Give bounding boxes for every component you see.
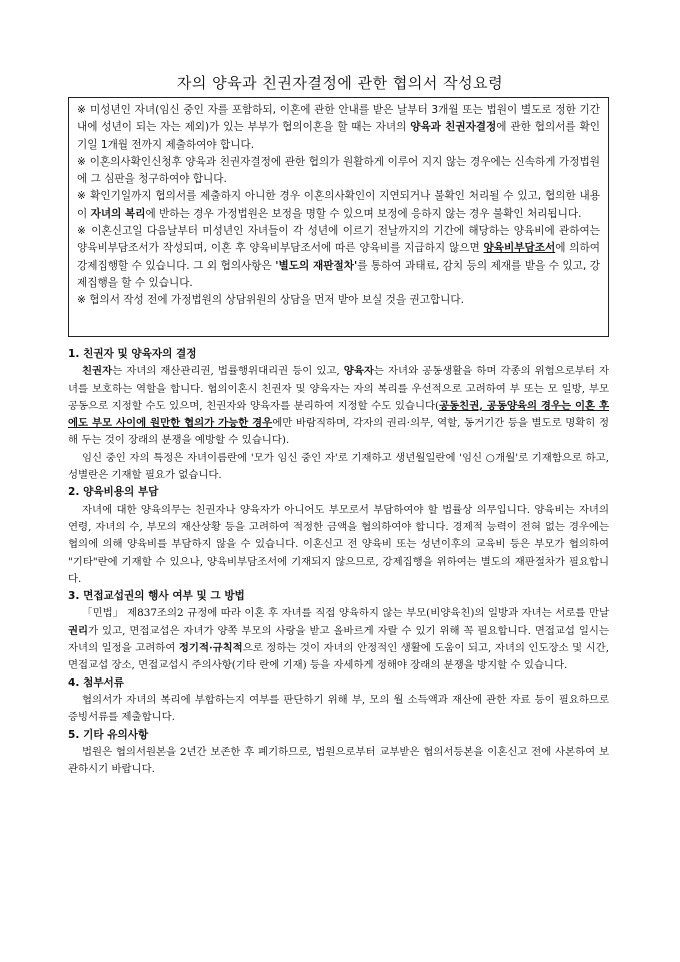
section-heading-3: 3. 면접교섭권의 행사 여부 및 그 방법 <box>68 590 245 603</box>
notice-item-2: ※ 이혼의사확인신청후 양육과 친권자결정에 관한 협의가 원활하게 이루어 지지 않는 경우에는 신속하게 가정법원에 그 심판을 청구하여야 합니다. <box>77 155 600 186</box>
guide-body <box>68 346 609 778</box>
notice-box <box>68 97 609 337</box>
notice-item-5: ※ 협의서 작성 전에 가정법원의 상담위원의 상담을 먼저 받아 보실 것을 권고합니다. <box>77 294 464 307</box>
section-3-paragraph-1: 「민법」 제837조의2 규정에 따라 이혼 후 자녀를 직접 양육하지 않는 부모(비양육친)의 일방과 자녀는 서로를 만날 권리가 있고, 면접교섭은 자녀가 양쪽 부모의 사랑을 받고 올바르게 자랄 수 있기 위해 꼭 필요합니다. 면접교섭 일시는 자녀의 일정을 고려하여 정기적·규칙적으로 정하는 것이 자녀의 안정적인 생활에 도움이 되고, 자녀의 인도장소 및 시간, 면접교섭 장소, 면접교섭시 주의사항(기타 란에 기재) 등을 자세하게 정해야 장래의 분쟁을 방지할 수 있습니다. <box>68 607 609 672</box>
notice-item-1: ※ 미성년인 자녀(임신 중인 자를 포함하되, 이혼에 관한 안내를 받은 날부터 3개월 또는 법원이 별도로 정한 기간 내에 성년이 되는 자는 제외)가 있는 부부가 협의이혼을 할 때는 자녀의 양육과 친권자결정에 관한 협의서를 확인기일 1개월 전까지 제출하여야 합니다. <box>77 104 600 151</box>
section-heading-2: 2. 양육비용의 부담 <box>68 486 159 499</box>
notice-item-3: ※ 확인기일까지 협의서를 제출하지 아니한 경우 이혼의사확인이 지연되거나 불확인 처리될 수 있고, 협의한 내용이 자녀의 복리에 반하는 경우 가정법원은 보정을 명할 수 있으며 보정에 응하지 않는 경우 불확인 처리됩니다. <box>77 190 600 220</box>
document-title: 자의 양육과 친권자결정에 관한 협의서 작성요령 <box>176 74 504 92</box>
section-5-paragraph-1: 법원은 협의서원본을 2년간 보존한 후 폐기하므로, 법원으로부터 교부받은 협의서등본을 이혼신고 전에 사본하여 보관하시기 바랍니다. <box>68 745 609 776</box>
section-1-paragraph-1: 친권자는 자녀의 재산관리권, 법률행위대리권 등이 있고, 양육자는 자녀와 공동생활을 하며 각종의 위험으로부터 자녀를 보호하는 역할을 합니다. 협의이혼시 친권자 및 양육자는 자의 복리를 우선적으로 고려하여 부 또는 모 일방, 부모 공동으로 지정할 수도 있으며, 친권자와 양육자를 분리하여 지정할 수도 있습니다(공동친권, 공동양육의 경우는 이혼 후에도 부모 사이에 원만한 협의가 가능한 경우에만 바람직하며, 각자의 권리·의무, 역할, 동거기간 등을 별도로 명확히 정해 두는 것이 장래의 분쟁을 예방할 수 있습니다). <box>68 365 609 447</box>
section-heading-5: 5. 기타 유의사항 <box>68 728 149 741</box>
section-4-paragraph-1: 협의서가 자녀의 복리에 부합하는지 여부를 판단하기 위해 부, 모의 월 소득액과 재산에 관한 자료 등이 필요하므로 증빙서류를 제출합니다. <box>68 693 609 724</box>
notice-item-4: ※ 이혼신고일 다음날부터 미성년인 자녀들이 각 성년에 이르기 전날까지의 기간에 해당하는 양육비에 관하여는 양육비부담조서가 작성되며, 이혼 후 양육비부담조서에 따른 양육비를 지급하지 않으면 양육비부담조서에 의하여 강제집행할 수 있습니다. 그 외 협의사항은 '별도의 재판절차'를 통하여 과태료, 감치 등의 제재를 받을 수 있고, 강제집행을 할 수 있습니다. <box>77 225 600 289</box>
section-2-paragraph-1: 자녀에 대한 양육의무는 친권자나 양육자가 아니어도 부모로서 부담하여야 할 법률상 의무입니다. 양육비는 자녀의 연령, 자녀의 수, 부모의 재산상황 등을 고려하여 적정한 금액을 협의하여야 합니다. 경제적 능력이 전혀 없는 경우에는 협의에 의해 양육비를 부담하지 않을 수 있습니다. 이혼신고 전 양육비 또는 성년이후의 교육비 등은 부모가 협의하여 "기타"란에 기재할 수 있으나, 양육비부담조서에 기재되지 않으므로, 강제집행을 위하여는 별도의 재판절차가 필요합니다. <box>68 503 609 585</box>
section-1-paragraph-2: 임신 중인 자의 특정은 자녀이름란에 '모가 임신 중인 자'로 기재하고 생년월일란에 '임신 ○개월'로 기재함으로 하고, 성별란은 기재할 필요가 없습니다. <box>68 451 609 482</box>
section-heading-4: 4. 첨부서류 <box>68 676 125 689</box>
section-heading-1: 1. 친권자 및 양육자의 결정 <box>68 348 197 360</box>
